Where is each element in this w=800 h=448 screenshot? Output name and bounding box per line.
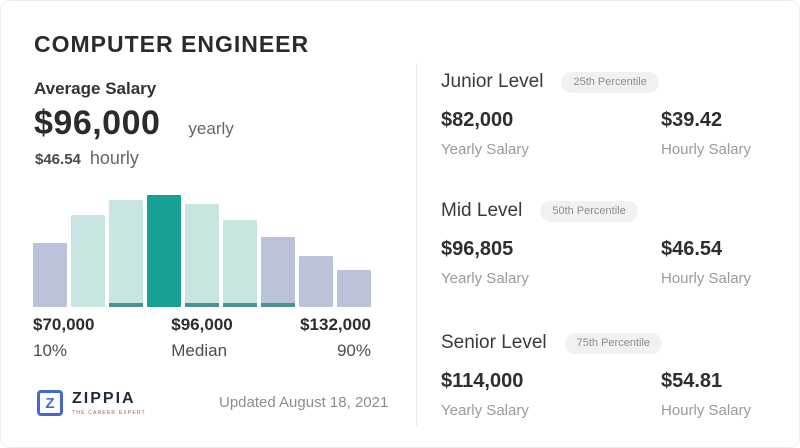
axis-sub: 10%: [33, 341, 68, 360]
axis-sub: 90%: [336, 341, 371, 360]
level-section-mid: [441, 200, 771, 290]
histogram-bar: [185, 204, 219, 307]
yearly-salary-label: Yearly Salary: [441, 141, 529, 158]
hourly-salary-value: $54.81: [661, 370, 723, 392]
axis-label-10th-percentile: [33, 315, 94, 361]
zippia-logo-icon: [37, 390, 63, 416]
hourly-salary-block: [661, 370, 751, 419]
yearly-salary-label: Yearly Salary: [441, 270, 529, 287]
histogram-bar: [71, 215, 105, 307]
percentile-badge: 50th Percentile: [540, 201, 637, 222]
average-salary-label: Average Salary: [34, 79, 157, 98]
histogram-bar-base-strip: [261, 303, 295, 307]
histogram-bar: [147, 195, 181, 307]
page-title: COMPUTER ENGINEER: [34, 31, 310, 57]
yearly-salary-value: $114,000: [441, 370, 524, 392]
hourly-salary-value: $46.54: [661, 238, 723, 260]
average-hourly-unit: hourly: [89, 148, 139, 168]
percentile-badge: 25th Percentile: [561, 72, 658, 93]
histogram-axis-labels: [33, 315, 371, 365]
hourly-salary-label: Hourly Salary: [661, 402, 752, 419]
vertical-divider: [416, 63, 417, 426]
hourly-salary-block: [661, 238, 751, 287]
yearly-salary-value: $96,805: [441, 238, 514, 260]
histogram-bar: [33, 243, 67, 307]
level-name: Junior Level: [441, 71, 544, 92]
level-values: [441, 370, 771, 422]
histogram-bar: [261, 237, 295, 307]
hourly-salary-label: Hourly Salary: [661, 270, 752, 287]
average-yearly-salary: [34, 104, 234, 143]
yearly-salary-block: [441, 370, 529, 419]
average-hourly-salary: [35, 148, 139, 169]
brand-name: ZIPPIA: [72, 390, 136, 407]
level-section-junior: [441, 71, 771, 161]
level-name: Mid Level: [441, 200, 523, 221]
brand-tagline: THE CAREER EXPERT: [72, 410, 146, 416]
level-header: [441, 200, 771, 222]
histogram-bar: [109, 200, 143, 307]
hourly-salary-label: Hourly Salary: [661, 141, 752, 158]
histogram-bar: [299, 256, 333, 307]
hourly-salary-block: [661, 109, 751, 158]
salary-histogram: [33, 195, 371, 307]
yearly-salary-block: [441, 238, 529, 287]
axis-sub: Median: [171, 341, 228, 360]
axis-value: $96,000: [171, 315, 233, 334]
average-yearly-unit: yearly: [188, 119, 234, 138]
axis-label-90th-percentile: [300, 315, 371, 361]
level-section-senior: [441, 332, 771, 422]
yearly-salary-value: $82,000: [441, 109, 514, 131]
level-name: Senior Level: [441, 332, 547, 353]
histogram-bar-base-strip: [109, 303, 143, 307]
hourly-salary-value: $39.42: [661, 109, 723, 131]
z-letter-glyph: Z: [45, 394, 55, 412]
histogram-bar: [223, 220, 257, 307]
histogram-bar-base-strip: [185, 303, 219, 307]
zippia-brand: [37, 390, 146, 416]
histogram-bar-base-strip: [223, 303, 257, 307]
yearly-salary-block: [441, 109, 529, 158]
percentile-badge: 75th Percentile: [565, 333, 662, 354]
yearly-salary-label: Yearly Salary: [441, 402, 529, 419]
axis-label-median: [171, 315, 232, 361]
average-hourly-value: $46.54: [35, 151, 81, 168]
level-header: [441, 332, 771, 354]
level-header: [441, 71, 771, 93]
brand-text: [72, 390, 146, 416]
axis-value: $132,000: [300, 315, 371, 334]
histogram-bar: [337, 270, 371, 307]
average-yearly-value: $96,000: [34, 104, 161, 142]
level-values: [441, 238, 771, 290]
updated-date: Updated August 18, 2021: [219, 394, 389, 411]
level-values: [441, 109, 771, 161]
axis-value: $70,000: [33, 315, 95, 334]
